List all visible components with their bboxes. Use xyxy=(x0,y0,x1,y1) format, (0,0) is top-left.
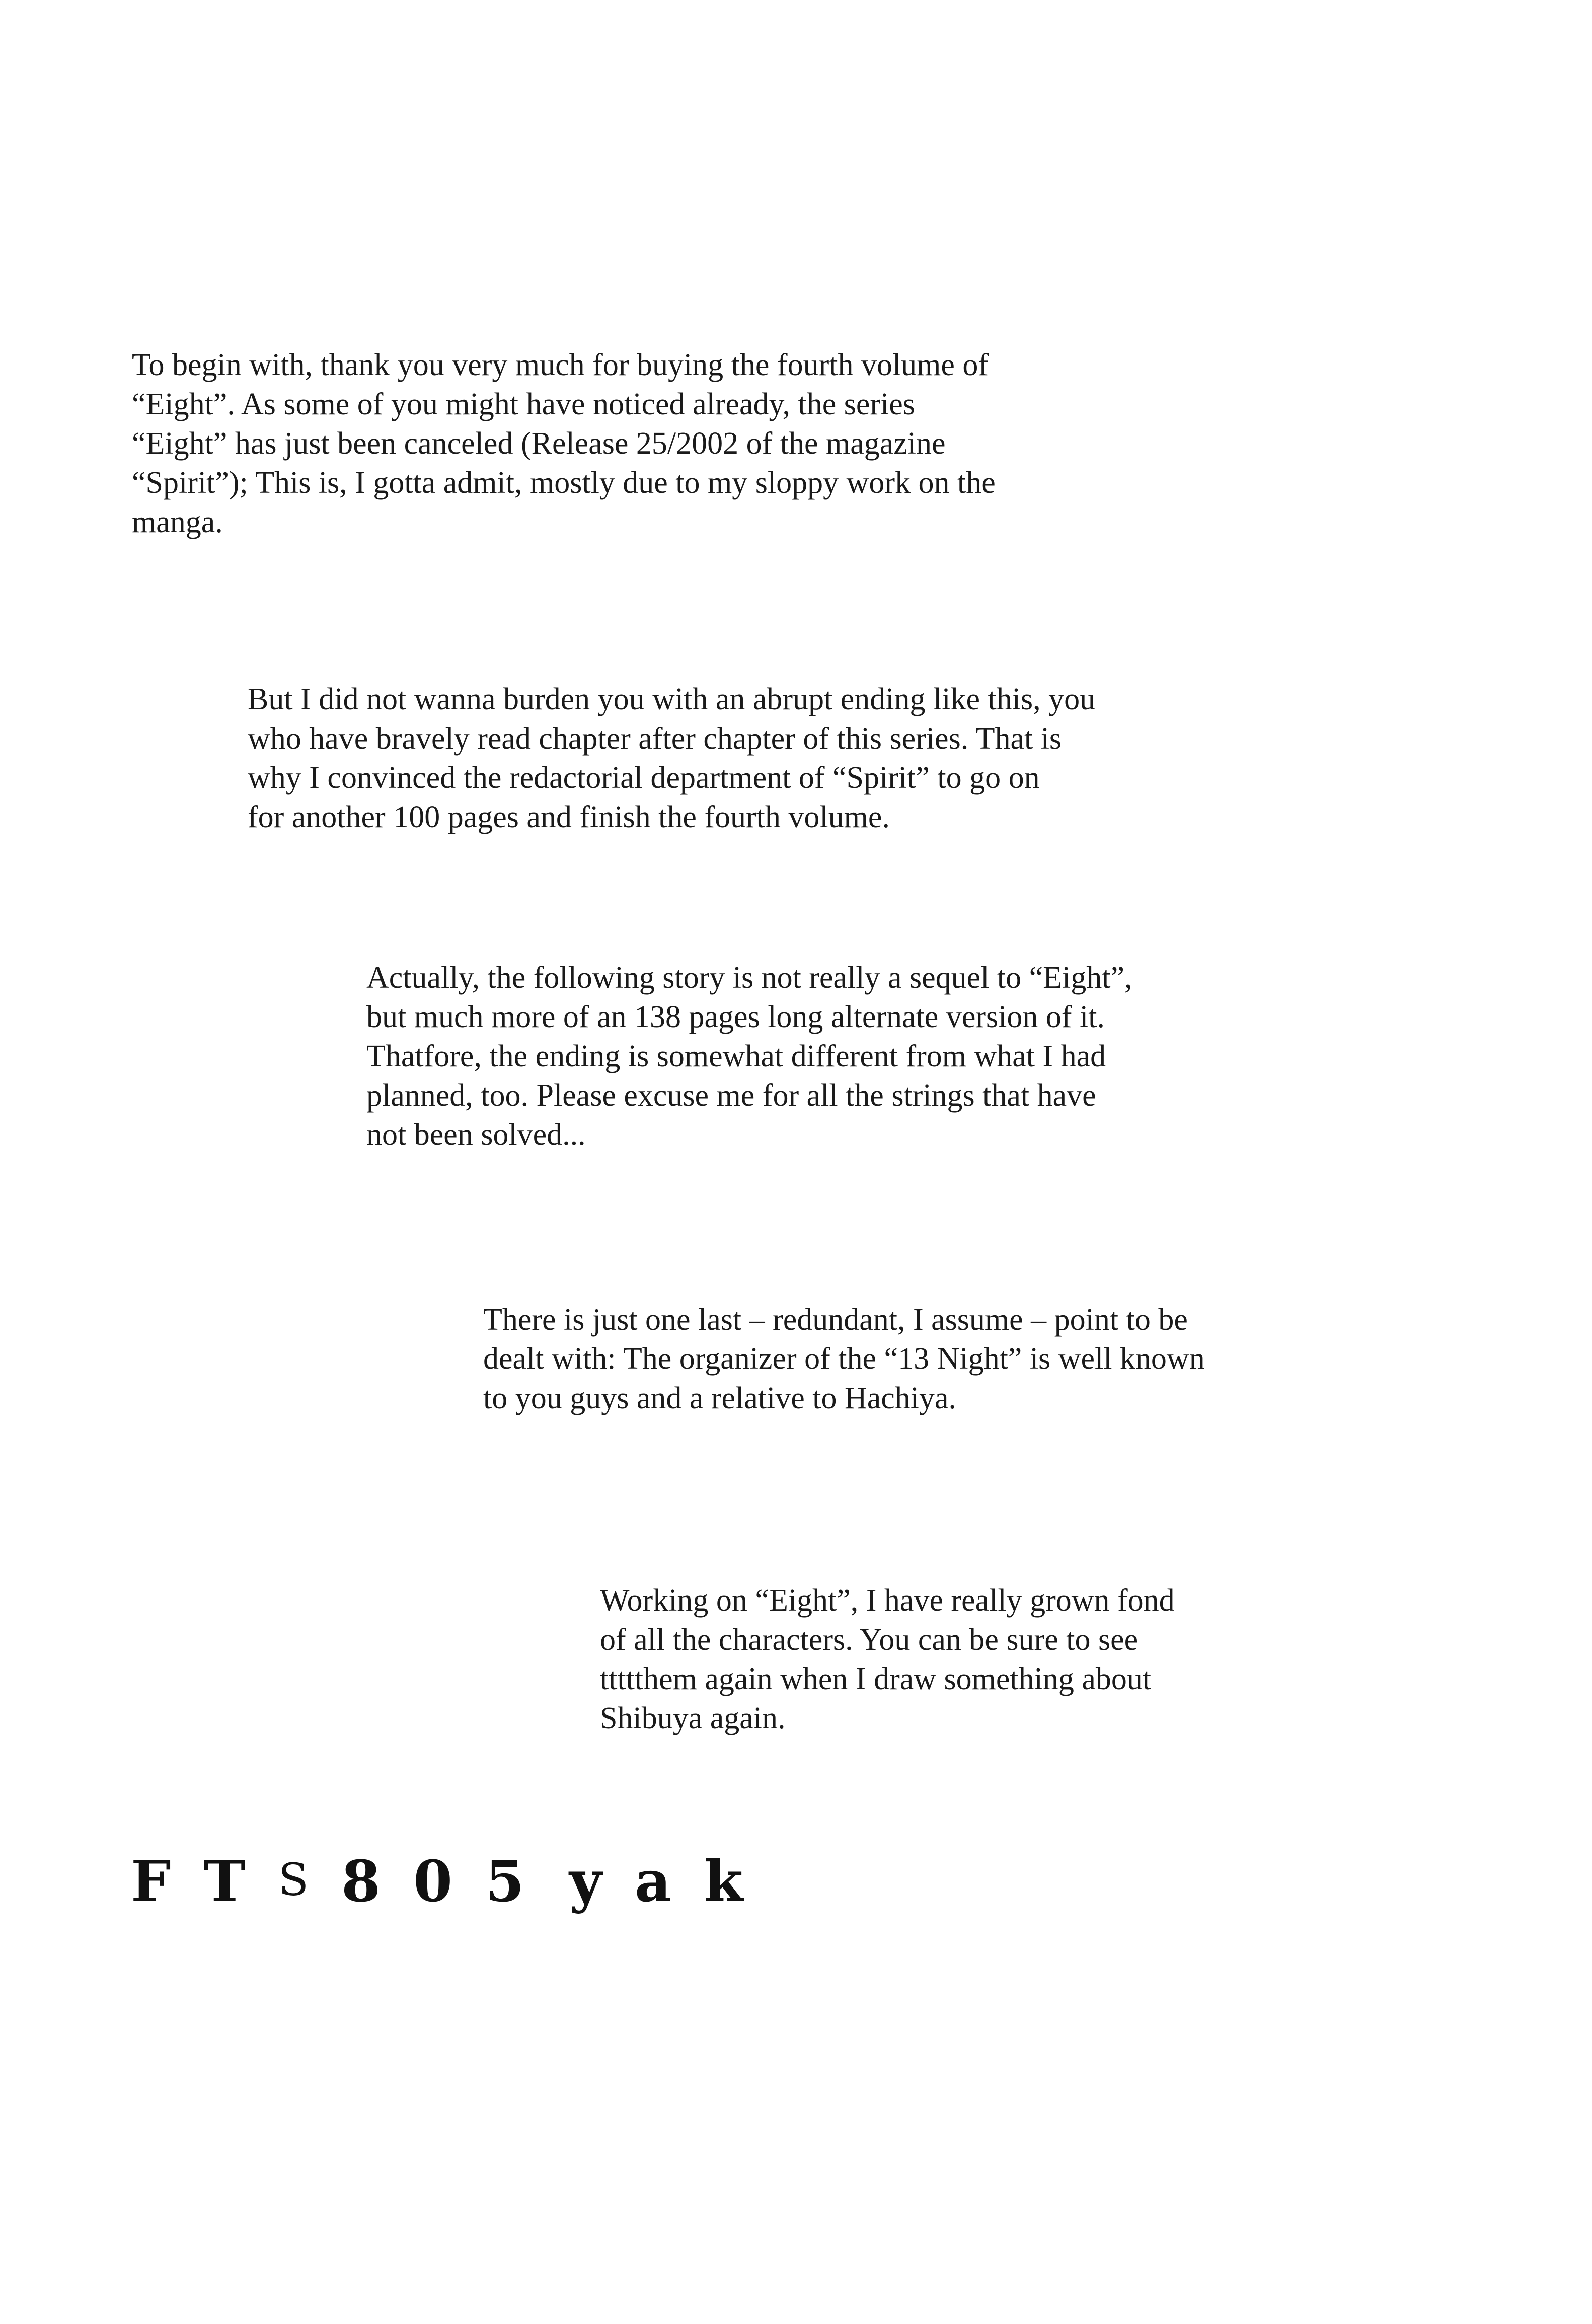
paragraph-organizer xyxy=(483,1300,1490,1418)
text-line: Working on “Eight”, I have really grown fond xyxy=(600,1583,1175,1618)
text-line: manga. xyxy=(132,505,223,539)
text-line: “Eight” has just been canceled (Release 25/2002 of the magazine xyxy=(132,426,946,461)
paragraph-continuation xyxy=(248,680,1254,837)
paragraph-closing xyxy=(600,1581,1592,1738)
signature-char: 0 xyxy=(413,1849,453,1915)
text-line: to you guys and a relative to Hachiya. xyxy=(483,1381,957,1415)
signature-char: k xyxy=(704,1849,743,1915)
text-line: “Eight”. As some of you might have noticed already, the series xyxy=(132,387,915,421)
text-line: To begin with, thank you very much for buying the fourth volume of xyxy=(132,348,989,382)
text-line: There is just one last – redundant, I assume – point to be xyxy=(483,1302,1188,1337)
signature-char: F xyxy=(131,1849,171,1915)
text-line: Actually, the following story is not really a sequel to “Eight”, xyxy=(366,961,1132,995)
text-line: dealt with: The organizer of the “13 Night” is well known xyxy=(483,1342,1205,1376)
text-line: Shibuya again. xyxy=(600,1701,786,1735)
text-line: “Spirit”); This is, I gotta admit, mostly due to my sloppy work on the xyxy=(132,466,996,500)
text-line: but much more of an 138 pages long alternate version of it. xyxy=(366,1000,1105,1034)
text-line: ttttthem again when I draw something about xyxy=(600,1662,1152,1696)
signature-char: 8 xyxy=(341,1849,381,1915)
text-line: of all the characters. You can be sure to see xyxy=(600,1623,1139,1657)
paragraph-intro xyxy=(132,345,1139,542)
text-line: who have bravely read chapter after chapter of this series. That is xyxy=(248,721,1062,756)
text-line: for another 100 pages and finish the fourth volume. xyxy=(248,800,890,834)
signature xyxy=(131,1849,756,1915)
text-line: But I did not wanna burden you with an abrupt ending like this, you xyxy=(248,682,1096,716)
text-line: why I convinced the redactorial department of “Spirit” to go on xyxy=(248,761,1040,795)
signature-char: y xyxy=(569,1849,602,1915)
signature-char: T xyxy=(203,1849,246,1915)
signature-char: S xyxy=(278,1854,309,1906)
signature-char: a xyxy=(635,1849,671,1915)
text-line: not been solved... xyxy=(366,1118,586,1152)
paragraph-alternate-version xyxy=(366,958,1373,1154)
signature-char: 5 xyxy=(485,1849,524,1915)
text-line: Thatfore, the ending is somewhat different from what I had xyxy=(366,1039,1106,1073)
text-line: planned, too. Please excuse me for all the strings that have xyxy=(366,1078,1096,1113)
